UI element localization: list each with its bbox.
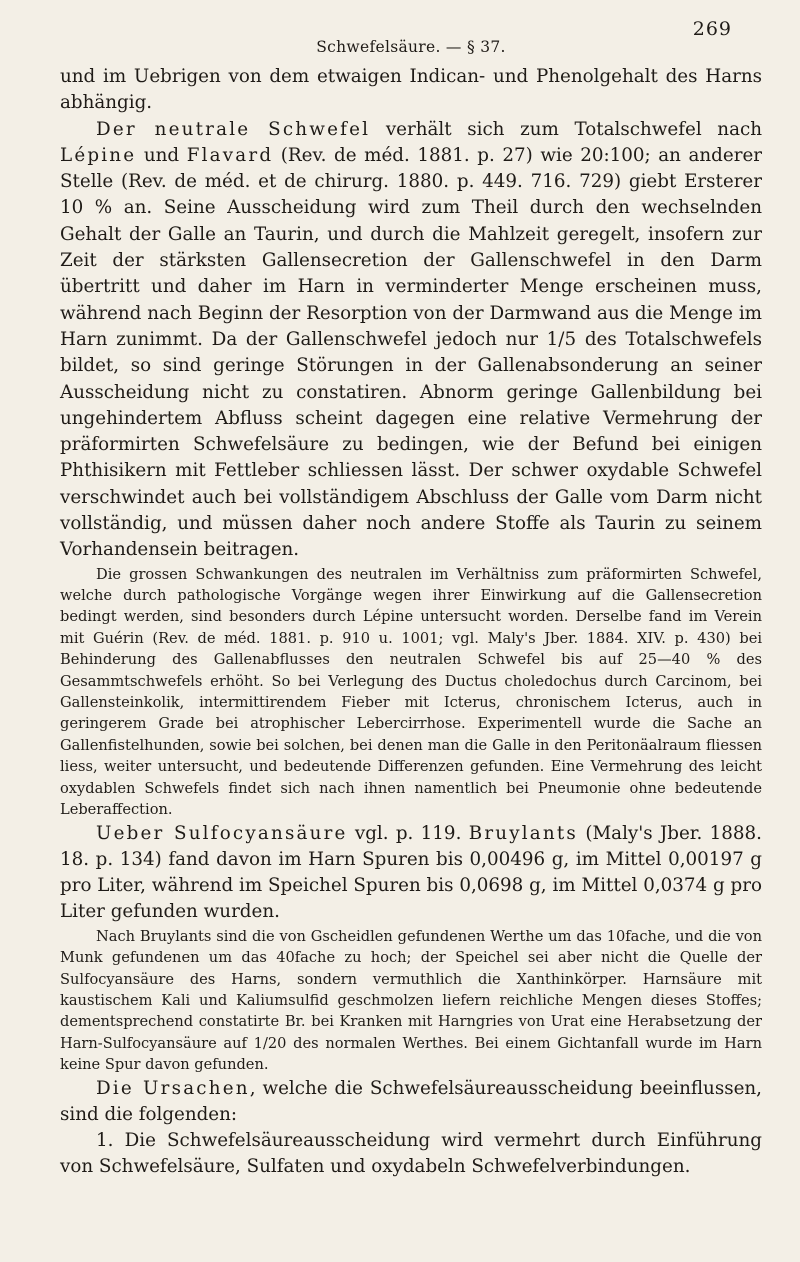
term-causes: Die Ursachen	[96, 1077, 250, 1099]
author-flavard: Flavard	[186, 144, 274, 166]
paragraph-neutral-sulfur	[60, 117, 762, 564]
term-neutral-sulfur: Der neutrale Schwefel	[96, 118, 371, 140]
paragraph-small-print-bruylants: Nach Bruylants sind die von Gscheidlen gefundenen Werthe um das 10fache, und die von Munk gefundenen um das 40fache zu hoch; der Speichel sei aber nicht die Quelle der Sulfocyansäure des Harns, sondern vermuthlich die Xanthinkörper. Harnsäure mit kaustischem Kali und Kaliumsulfid geschmolzen liefern reichliche Mengen dieses Stoffes; dementsprechend constatirte Br. bei Kranken mit Harngries von Urat eine Herabsetzung der Harn-Sulfocyansäure auf 1/20 des normalen Werthes. Bei einem Gichtanfall wurde im Harn keine Spur davon gefunden.	[60, 927, 762, 1074]
paragraph-text: vgl. p. 119.	[347, 822, 469, 844]
paragraph-text: und	[136, 144, 187, 166]
paragraph-text: verhält sich zum Totalschwefel nach	[370, 118, 762, 140]
paragraph-sulfocyanic-acid	[60, 821, 762, 926]
paragraph-harns: und im Uebrigen von dem etwaigen Indican- und Phenolgehalt des Harns abhängig.	[60, 66, 762, 114]
term-sulfocyanic-acid: Ueber Sulfocyansäure	[96, 822, 348, 844]
page-number: 269	[692, 18, 732, 40]
paragraph-causes	[60, 1076, 762, 1129]
author-bruylants: Bruylants	[468, 822, 579, 844]
author-lepine: Lépine	[60, 144, 137, 166]
running-title: Schwefelsäure. — § 37.	[316, 38, 506, 56]
paragraph-text: , welche die Schwefelsäureausscheidung beeinflussen, sind die folgenden:	[60, 1077, 762, 1125]
body-text	[60, 64, 762, 1181]
list-item-1: 1. Die Schwefelsäureausscheidung wird vermehrt durch Einführung von Schwefelsäure, Sulfaten und oxydabeln Schwefelverbindungen.	[60, 1130, 762, 1178]
paragraph-text: (Rev. de méd. 1881. p. 27) wie 20:100; an anderer Stelle (Rev. de méd. et de chirurg. 1880. p. 449. 716. 729) giebt Ersterer 10 % an. Seine Ausscheidung wird zum Theil durch den wechselnden Gehalt der Galle an Taurin, und durch die Mahlzeit geregelt, insofern zur Zeit der stärksten Gallensecretion der Gallenschwefel in den Darm übertritt und daher im Harn in verminderter Menge erscheinen muss, während nach Beginn der Resorption von der Darmwand aus die Menge im Harn zunimmt. Da der Gallenschwefel jedoch nur 1/5 des Totalschwefels bildet, so sind geringe Störungen in der Gallenabsonderung an seiner Ausscheidung nicht zu constatiren. Abnorm geringe Gallenbildung bei ungehindertem Abfluss scheint dagegen eine relative Vermehrung der präformirten Schwefelsäure zu bedingen, wie der Befund bei einigen Phthisikern mit Fettleber schliessen lässt. Der schwer oxydable Schwefel verschwindet auch bei vollständigem Abschluss der Galle vom Darm nicht vollständig, und müssen daher noch andere Stoffe als Taurin zu seinem Vorhandensein beitragen.	[60, 144, 763, 561]
paragraph-small-print-bile: Die grossen Schwankungen des neutralen im Verhältniss zum präformirten Schwefel, welche durch pathologische Vorgänge wegen ihrer Einwirkung auf die Gallensecretion bedingt werden, sind besonders durch Lépine untersucht worden. Derselbe fand im Verein mit Guérin (Rev. de méd. 1881. p. 910 u. 1001; vgl. Maly's Jber. 1884. XIV. p. 430) bei Behinderung des Gallenabflusses den neutralen Schwefel bis auf 25—40 % des Gesammtschwefels erhöht. So bei Verlegung des Ductus choledochus durch Carcinom, bei Gallensteinkolik, intermittirendem Fieber mit Icterus, chronischem Icterus, auch in geringerem Grade bei atrophischer Lebercirrhose. Experimentell wurde die Sache an Gallenfistelhunden, sowie bei solchen, bei denen man die Galle in den Peritonäalraum fliessen liess, weiter untersucht, und bedeutende Differenzen gefunden. Eine Vermehrung des leicht oxydablen Schwefels findet sich nach ihnen namentlich bei Pneumonie ohne bedeutende Leberaffection.	[60, 565, 762, 819]
page-header	[60, 14, 762, 64]
paragraph-text: (Maly's Jber. 1888. 18. p. 134) fand davon im Harn Spuren bis 0,00496 g, im Mittel 0,00197 g pro Liter, während im Speichel Spuren bis 0,0698 g, im Mittel 0,0374 g pro Liter gefunden wurden.	[60, 822, 762, 923]
